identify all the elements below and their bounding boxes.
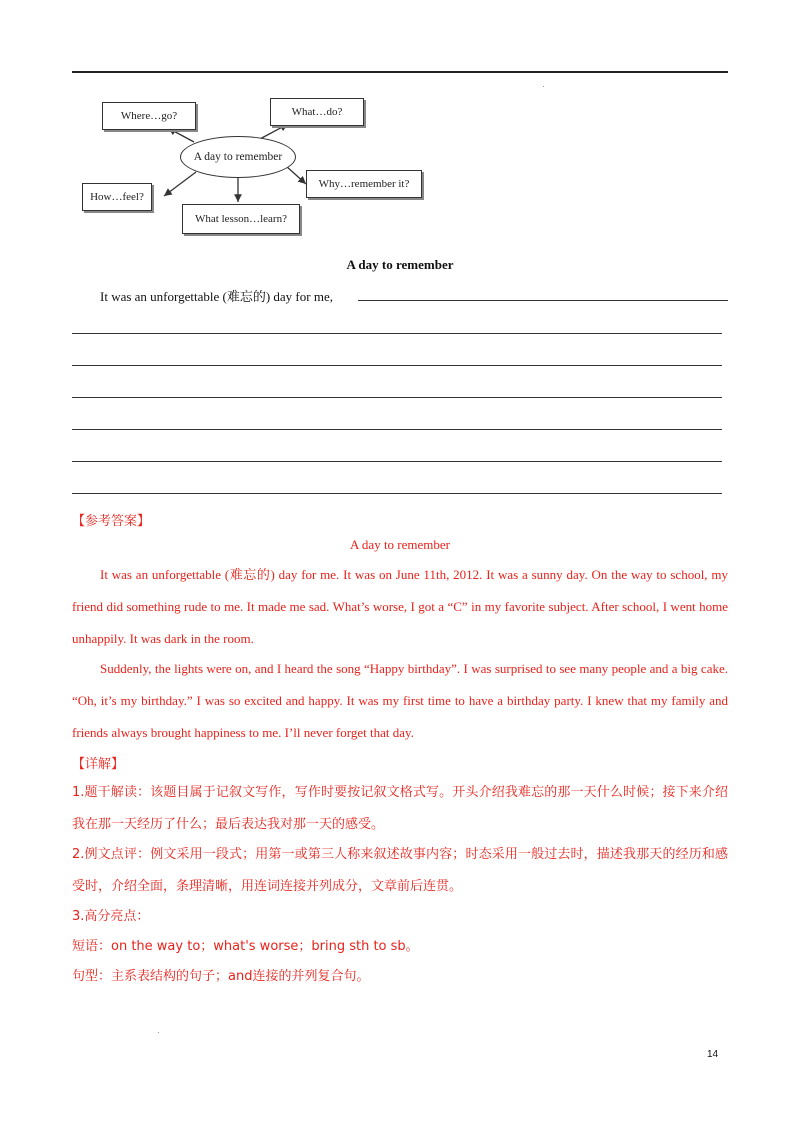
how-box: How…feel? bbox=[82, 183, 152, 211]
page-number: 14 bbox=[707, 1049, 719, 1060]
reference-heading: 【参考答案】 bbox=[72, 514, 151, 529]
writing-line bbox=[72, 493, 722, 494]
essay-title: A day to remember bbox=[346, 257, 454, 272]
arrow-to-where bbox=[168, 128, 194, 142]
essay-prompt: It was an unforgettable (难忘的) day for me, bbox=[100, 289, 333, 304]
mind-map-diagram bbox=[76, 90, 436, 240]
center-ellipse: A day to remember bbox=[180, 136, 296, 178]
arrow-to-why bbox=[286, 166, 306, 184]
explanation-point-2: 2.例文点评：例文采用一段式；用第一或第三人称来叙述故事内容；时态采用一般过去时，描述我那天的经历和感受时，介绍全面，条理清晰，用连词连接并列成分，文章前后连贯。 bbox=[72, 847, 728, 894]
explanation-point-1: 1.题干解读：该题目属于记叙文写作，写作时要按记叙文格式写。开头介绍我难忘的那一天什么时候；接下来介绍我在那一天经历了什么；最后表达我对那一天的感受。 bbox=[72, 785, 728, 832]
writing-line bbox=[72, 333, 722, 334]
highlight-phrases: 短语：on the way to；what's worse；bring sth to sb。 bbox=[72, 939, 419, 954]
writing-line bbox=[72, 397, 722, 398]
writing-line bbox=[72, 429, 722, 430]
what-box: What…do? bbox=[270, 98, 364, 126]
scan-speck bbox=[543, 86, 544, 87]
reference-paragraph-1: It was an unforgettable (难忘的) day for me. It was on June 11th, 2012. It was a sunny day. On the way to school, my friend did something rude to me. It made me sad. What’s worse, I got a “C” in my favorite subject. After school, I went home unhappily. It was dark in the room. bbox=[72, 567, 728, 646]
reference-title: A day to remember bbox=[350, 537, 450, 552]
highlight-sentences: 句型：主系表结构的句子；and连接的并列复合句。 bbox=[72, 969, 370, 984]
lesson-box: What lesson…learn? bbox=[182, 204, 300, 234]
writing-line bbox=[72, 461, 722, 462]
explanation-point-3: 3.高分亮点： bbox=[72, 909, 150, 924]
reference-paragraph-2: Suddenly, the lights were on, and I heard the song “Happy birthday”. I was surprised to see many people and a big cake. “Oh, it’s my birthday.” I was so excited and happy. It was my first time to have a birthday party. I knew that my family and friends always brought happiness to me. I’ll never forget that day. bbox=[72, 661, 728, 740]
header-rule bbox=[72, 71, 728, 73]
prompt-answer-line bbox=[358, 300, 728, 301]
scan-speck bbox=[158, 1032, 159, 1033]
where-box: Where…go? bbox=[102, 102, 196, 130]
explanation-heading: 【详解】 bbox=[72, 757, 125, 772]
why-box: Why…remember it? bbox=[306, 170, 422, 198]
arrow-to-how bbox=[164, 172, 196, 196]
writing-line bbox=[72, 365, 722, 366]
